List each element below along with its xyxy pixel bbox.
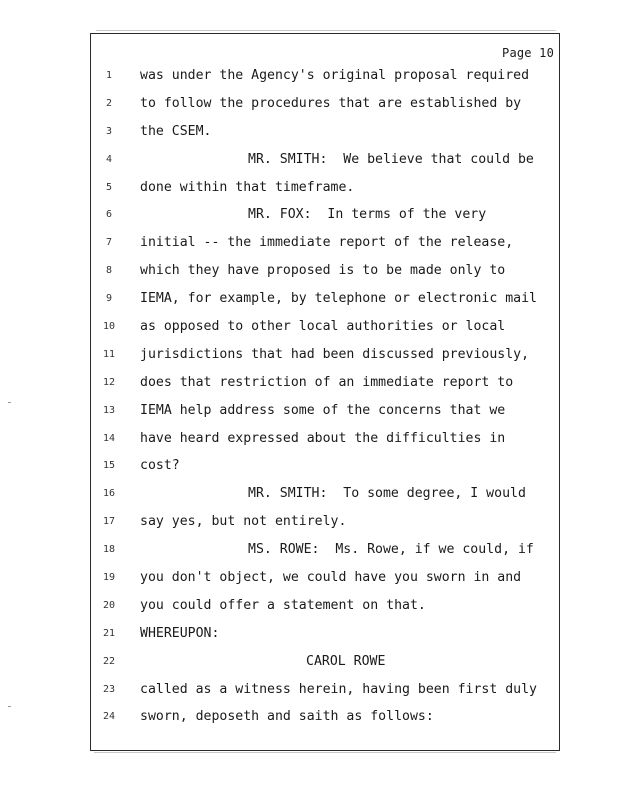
line-number: 9 bbox=[105, 293, 113, 305]
margin-mark bbox=[8, 402, 11, 403]
line-number: 11 bbox=[102, 348, 116, 360]
transcript-line: done within that timeframe. bbox=[140, 179, 355, 195]
line-number: 6 bbox=[105, 209, 113, 221]
transcript-body bbox=[140, 62, 558, 731]
transcript-line: sworn, deposeth and saith as follows: bbox=[140, 709, 434, 725]
line-number: 2 bbox=[105, 97, 113, 109]
margin-mark bbox=[8, 706, 11, 707]
line-number: 1 bbox=[105, 70, 113, 81]
transcript-line: MR. FOX: In terms of the very bbox=[248, 207, 487, 223]
transcript-line: MR. SMITH: We believe that could be bbox=[248, 151, 534, 167]
line-number: 24 bbox=[102, 711, 116, 723]
transcript-line: to follow the procedures that are established by bbox=[140, 95, 522, 111]
transcript-line: you could offer a statement on that. bbox=[140, 597, 426, 613]
line-number: 21 bbox=[102, 627, 116, 639]
transcript-line: cost? bbox=[140, 458, 180, 474]
line-number: 7 bbox=[105, 237, 113, 249]
line-number: 8 bbox=[105, 265, 113, 277]
line-number: 12 bbox=[102, 376, 116, 388]
transcript-line: CAROL ROWE bbox=[306, 653, 386, 669]
transcript-line: was under the Agency's original proposal required bbox=[140, 68, 530, 83]
line-number: 19 bbox=[102, 572, 116, 584]
page-number: Page 10 bbox=[502, 46, 554, 60]
scan-edge-top bbox=[96, 30, 556, 31]
scan-edge-bottom bbox=[94, 752, 556, 753]
transcript-line: does that restriction of an immediate report to bbox=[140, 374, 514, 390]
line-number: 3 bbox=[105, 125, 113, 137]
transcript-line: called as a witness herein, having been first duly bbox=[140, 681, 537, 697]
transcript-line: you don't object, we could have you sworn in and bbox=[140, 570, 522, 586]
line-number: 16 bbox=[102, 488, 116, 500]
line-number: 22 bbox=[102, 655, 116, 667]
transcript-line: have heard expressed about the difficulties in bbox=[140, 430, 506, 446]
transcript-line: initial -- the immediate report of the release, bbox=[140, 235, 514, 251]
transcript-line: IEMA help address some of the concerns that we bbox=[140, 402, 506, 418]
line-number: 14 bbox=[102, 432, 116, 444]
line-number: 18 bbox=[102, 544, 116, 556]
transcript-line: which they have proposed is to be made only to bbox=[140, 263, 506, 279]
transcript-line: IEMA, for example, by telephone or electronic mail bbox=[140, 291, 537, 307]
line-number: 5 bbox=[105, 181, 113, 193]
line-number-column bbox=[90, 62, 128, 731]
transcript-line: MS. ROWE: Ms. Rowe, if we could, if bbox=[248, 542, 534, 558]
line-number: 23 bbox=[102, 683, 116, 695]
line-number: 20 bbox=[102, 599, 116, 611]
transcript-line: MR. SMITH: To some degree, I would bbox=[248, 486, 526, 502]
transcript-line: WHEREUPON: bbox=[140, 625, 220, 641]
line-number: 15 bbox=[102, 460, 116, 472]
line-number: 10 bbox=[102, 321, 116, 333]
transcript-line: as opposed to other local authorities or local bbox=[140, 319, 506, 335]
line-number: 4 bbox=[105, 153, 113, 165]
line-number: 17 bbox=[102, 516, 116, 528]
transcript-line: the CSEM. bbox=[140, 123, 212, 139]
transcript-line: jurisdictions that had been discussed previously, bbox=[140, 346, 530, 362]
transcript-line: say yes, but not entirely. bbox=[140, 514, 347, 530]
line-number: 13 bbox=[102, 404, 116, 416]
